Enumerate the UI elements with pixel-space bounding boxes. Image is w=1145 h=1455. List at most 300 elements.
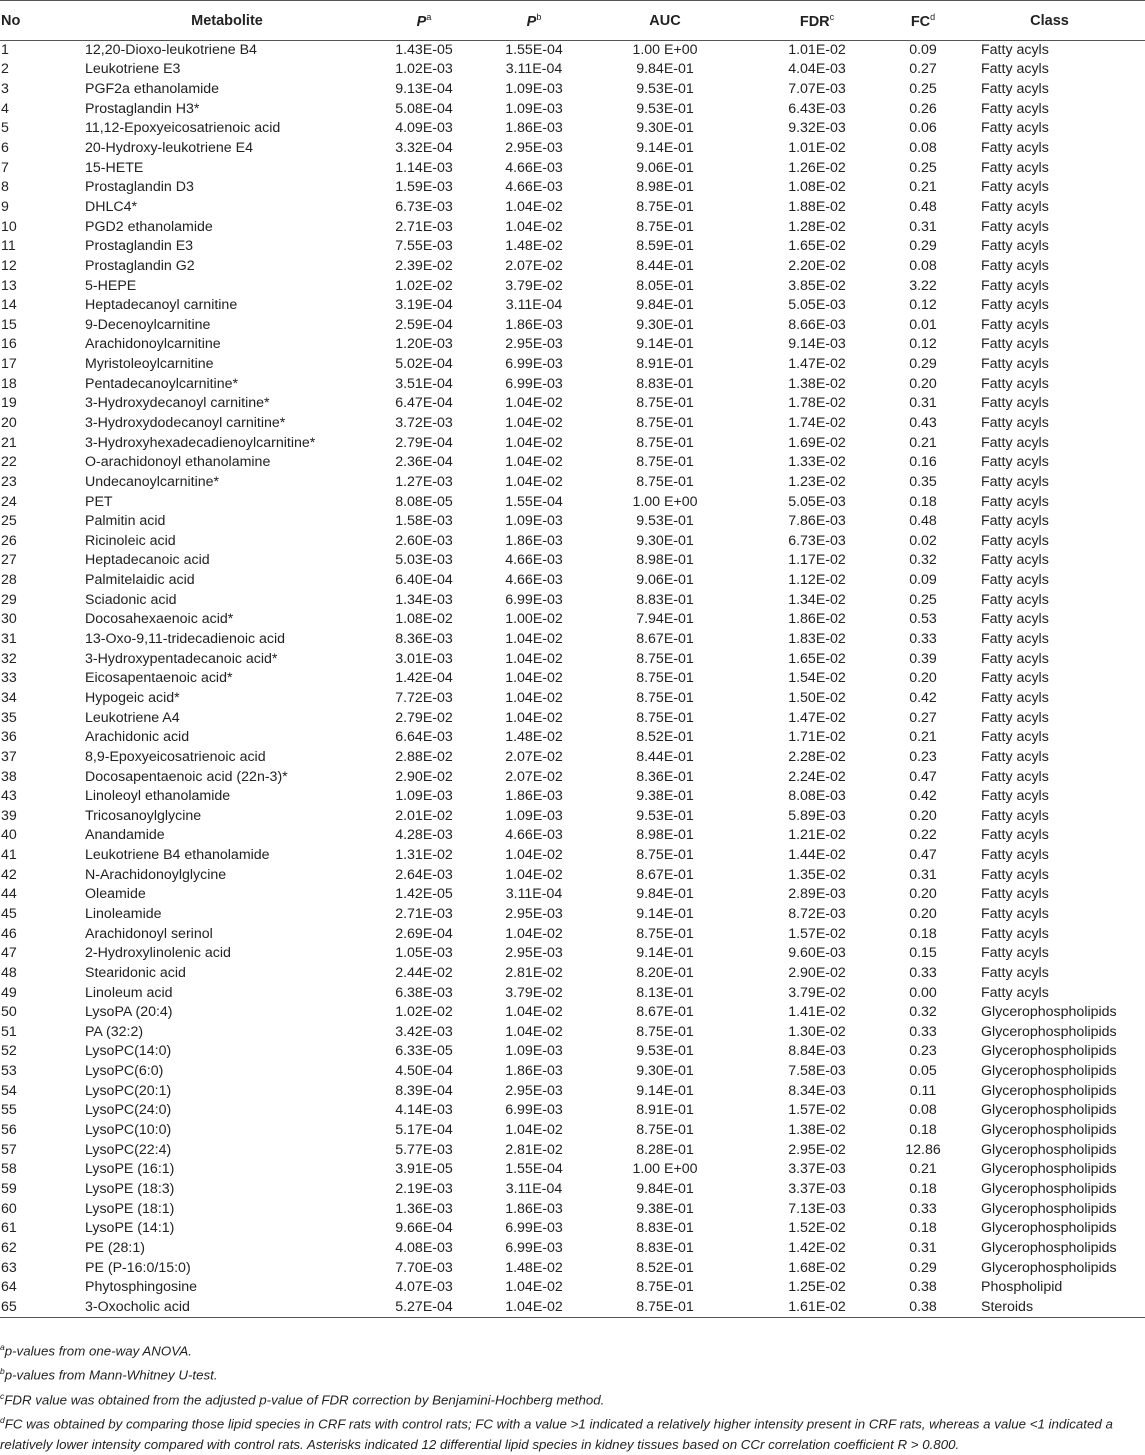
table-body [0,41,1145,1318]
cell-p-mannwhitney: 1.04E-02 [505,473,563,490]
cell-p-anova: 8.39E-04 [395,1082,453,1099]
cell-fdr: 2.20E-02 [788,257,846,274]
cell-no: 16 [1,336,17,353]
cell-class: Fatty acyls [981,906,1049,922]
cell-fdr: 7.07E-03 [788,81,846,98]
cell-auc: 1.00 E+00 [632,1161,698,1178]
cell-fc: 0.18 [909,1180,937,1197]
table-row [0,571,1145,591]
cell-metabolite: N-Arachidonoylglycine [85,866,227,883]
cell-p-mannwhitney: 1.04E-02 [505,925,563,942]
cell-class: Fatty acyls [981,140,1049,157]
cell-p-mannwhitney: 6.99E-03 [505,1102,563,1119]
cell-metabolite: Linoleamide [85,906,162,922]
table-row [0,649,1145,669]
cell-p-mannwhitney: 6.99E-03 [505,1220,563,1237]
cell-no: 50 [1,1004,17,1021]
cell-metabolite: LysoPC(22:4) [85,1141,172,1158]
cell-no: 12 [1,257,17,274]
cell-p-mannwhitney: 1.04E-02 [505,454,563,471]
cell-fdr: 1.83E-02 [788,631,846,648]
cell-p-mannwhitney: 1.86E-03 [505,788,563,805]
cell-auc: 8.75E-01 [636,218,694,235]
footnote-marker: d [0,1415,5,1426]
cell-p-anova: 5.08E-04 [395,100,453,117]
cell-no: 46 [1,925,17,942]
cell-fc: 0.25 [909,591,937,608]
table-row [0,787,1145,807]
table-row [0,158,1145,178]
cell-no: 5 [1,120,9,137]
cell-class: Fatty acyls [981,670,1049,687]
cell-p-anova: 2.01E-02 [395,807,453,824]
cell-class: Fatty acyls [981,591,1049,608]
cell-p-mannwhitney: 1.86E-03 [505,1200,563,1217]
cell-auc: 9.84E-01 [636,1180,694,1197]
cell-p-anova: 6.73E-03 [395,198,453,215]
cell-fdr: 1.71E-02 [788,729,846,746]
cell-p-mannwhitney: 6.99E-03 [505,375,563,392]
table-row [0,1062,1145,1082]
cell-fc: 0.32 [909,1004,937,1021]
cell-no: 10 [1,218,17,235]
cell-no: 9 [1,198,9,215]
cell-class: Fatty acyls [981,81,1049,98]
cell-fdr: 1.65E-02 [788,238,846,255]
cell-class: Fatty acyls [981,257,1049,274]
cell-auc: 8.75E-01 [636,434,694,451]
cell-no: 27 [1,552,17,569]
cell-no: 13 [1,277,17,294]
cell-fc: 0.21 [909,1161,937,1178]
cell-class: Glycerophospholipids [981,1180,1117,1197]
cell-class: Glycerophospholipids [981,1004,1117,1021]
cell-p-anova: 7.72E-03 [395,689,453,706]
cell-p-anova: 1.02E-02 [395,277,453,294]
cell-class: Fatty acyls [981,238,1049,255]
cell-metabolite: LysoPC(24:0) [85,1102,172,1119]
cell-class: Fatty acyls [981,532,1049,549]
header-fc-sup: d [930,11,936,22]
table-row [0,630,1145,650]
cell-metabolite: Hypogeic acid* [85,689,180,706]
cell-metabolite: Sciadonic acid [85,591,177,608]
cell-no: 18 [1,375,17,392]
cell-no: 38 [1,768,17,785]
cell-no: 31 [1,631,17,648]
footnotes [0,1337,1145,1455]
cell-no: 60 [1,1200,17,1217]
cell-auc: 9.30E-01 [636,1063,694,1080]
cell-metabolite: Tricosanoylglycine [85,807,202,824]
cell-p-anova: 8.08E-05 [395,493,453,510]
cell-no: 4 [1,100,9,117]
cell-class: Fatty acyls [981,866,1049,883]
cell-fc: 0.20 [909,670,937,687]
cell-p-anova: 3.91E-05 [395,1161,453,1178]
cell-fc: 0.38 [893,1298,953,1318]
cell-class: Fatty acyls [981,788,1049,805]
cell-auc: 9.06E-01 [636,572,694,589]
cell-fdr: 1.26E-02 [788,159,846,176]
cell-p-anova: 2.59E-04 [395,316,453,333]
cell-class: Fatty acyls [981,277,1049,294]
table-row [0,1023,1145,1043]
cell-fdr: 1.61E-02 [741,1298,893,1318]
cell-metabolite: Undecanoylcarnitine* [85,473,220,490]
cell-no: 20 [1,414,17,431]
cell-metabolite: Myristoleoylcarnitine [85,356,214,373]
cell-class: Fatty acyls [981,886,1049,903]
cell-p-anova: 4.07E-03 [395,1279,453,1296]
table-row [0,296,1145,316]
table-row [0,846,1145,866]
cell-no: 52 [1,1043,17,1060]
header-p-mannwhitney [479,1,589,41]
cell-p-mannwhitney: 1.04E-02 [505,1122,563,1139]
cell-metabolite: Docosahexaenoic acid* [85,611,234,628]
cell-no: 30 [1,611,17,628]
cell-auc: 1.00 E+00 [632,42,698,59]
table-row [0,1219,1145,1239]
cell-fdr: 8.08E-03 [788,788,846,805]
cell-metabolite: PE (P-16:0/15:0) [85,1259,191,1276]
header-pb-sup: b [536,11,542,22]
cell-fc: 0.18 [909,1122,937,1139]
cell-fdr: 1.12E-02 [788,572,846,589]
cell-p-anova: 2.19E-03 [395,1180,453,1197]
cell-class: Fatty acyls [981,493,1049,510]
cell-fc: 0.23 [909,748,937,765]
table-row [0,689,1145,709]
cell-metabolite: 13-Oxo-9,11-tridecadienoic acid [85,631,286,648]
cell-p-anova: 4.50E-04 [395,1063,453,1080]
cell-class: Fatty acyls [981,434,1049,451]
cell-class: Fatty acyls [981,650,1049,667]
cell-no: 41 [1,847,17,864]
cell-p-anova: 1.42E-05 [395,886,453,903]
header-p-anova [369,1,479,41]
cell-p-anova: 6.38E-03 [395,984,453,1001]
cell-no: 25 [1,513,17,530]
cell-p-anova: 2.71E-03 [395,906,453,922]
cell-fdr: 1.57E-02 [788,925,846,942]
table-row [0,708,1145,728]
cell-p-anova: 1.20E-03 [395,336,453,353]
cell-auc: 8.67E-01 [636,1004,694,1021]
cell-auc: 8.75E-01 [636,198,694,215]
cell-auc: 8.75E-01 [636,454,694,471]
cell-auc: 1.00 E+00 [632,493,698,510]
cell-metabolite: 3-Hydroxypentadecanoic acid* [85,650,278,667]
header-auc [589,1,741,41]
cell-auc: 8.44E-01 [636,257,694,274]
cell-class: Fatty acyls [981,807,1049,824]
table-row [0,237,1145,257]
cell-fdr: 1.47E-02 [788,709,846,726]
cell-class: Fatty acyls [981,179,1049,196]
cell-p-mannwhitney: 1.48E-02 [505,1259,563,1276]
cell-fdr: 3.37E-03 [788,1161,846,1178]
table-row [0,728,1145,748]
cell-fdr: 1.78E-02 [788,395,846,412]
cell-metabolite: Prostaglandin G2 [85,257,195,274]
cell-metabolite: 3-Hydroxydodecanoyl carnitine* [85,414,286,431]
cell-fc: 0.31 [909,1239,937,1256]
cell-metabolite: PET [85,493,113,510]
cell-p-mannwhitney: 3.79E-02 [505,984,563,1001]
cell-auc: 9.53E-01 [636,1043,694,1060]
cell-class: Fatty acyls [981,120,1049,137]
cell-auc: 8.52E-01 [636,729,694,746]
cell-fc: 0.18 [909,493,937,510]
cell-no: 7 [1,159,9,176]
cell-p-mannwhitney: 2.07E-02 [505,748,563,765]
cell-no: 51 [1,1023,17,1040]
cell-no: 45 [1,906,17,922]
cell-class: Fatty acyls [981,61,1049,78]
cell-fc: 0.26 [909,100,937,117]
footnote [0,1361,1145,1385]
cell-metabolite: PGD2 ethanolamide [85,218,213,235]
cell-fdr: 1.25E-02 [788,1279,846,1296]
cell-p-mannwhitney: 1.48E-02 [505,729,563,746]
cell-class: Fatty acyls [981,729,1049,746]
cell-class: Fatty acyls [981,748,1049,765]
cell-auc: 9.30E-01 [636,316,694,333]
cell-class: Fatty acyls [981,198,1049,215]
cell-p-mannwhitney: 3.11E-04 [505,297,563,314]
cell-no: 44 [1,886,17,903]
cell-fc: 0.42 [909,689,937,706]
cell-metabolite: Prostaglandin D3 [85,179,194,196]
cell-class: Fatty acyls [981,552,1049,569]
cell-p-mannwhitney: 1.55E-04 [505,1161,563,1178]
cell-class: Fatty acyls [981,964,1049,981]
cell-auc: 8.75E-01 [636,395,694,412]
table-row [0,905,1145,925]
cell-auc: 9.53E-01 [636,100,694,117]
cell-metabolite: Arachidonoylcarnitine [85,336,221,353]
cell-fdr: 8.84E-03 [788,1043,846,1060]
cell-p-anova: 1.42E-04 [395,670,453,687]
cell-fc: 0.22 [909,827,937,844]
cell-p-mannwhitney: 2.95E-03 [505,945,563,962]
cell-p-mannwhitney: 4.66E-03 [505,179,563,196]
cell-no: 1 [1,42,9,59]
cell-metabolite: Prostaglandin E3 [85,238,194,255]
cell-p-anova: 5.27E-04 [369,1298,479,1318]
cell-no: 61 [1,1220,17,1237]
cell-class: Glycerophospholipids [981,1043,1117,1060]
cell-fc: 0.08 [909,1102,937,1119]
cell-fdr: 8.34E-03 [788,1082,846,1099]
cell-fdr: 2.24E-02 [788,768,846,785]
cell-no: 33 [1,670,17,687]
cell-p-anova: 6.47E-04 [395,395,453,412]
header-auc-label: AUC [649,12,681,29]
cell-p-anova: 6.64E-03 [395,729,453,746]
cell-p-anova: 2.64E-03 [395,866,453,883]
cell-fdr: 6.43E-03 [788,100,846,117]
cell-fdr: 1.57E-02 [788,1102,846,1119]
cell-auc: 8.83E-01 [636,375,694,392]
footnote-text: FC was obtained by comparing those lipid species in CRF rats with control rats; FC with a value >1 indicated a relatively higher intensity present in CRF rats, whereas a value <1 indicated a relatively lower intensity compared with control rats. Asterisks indicated 12 differential lipid species in kidney tissues based on CCr correlation coefficient R > 0.800. [0,1416,1113,1452]
cell-fc: 0.08 [909,257,937,274]
cell-fdr: 9.60E-03 [788,945,846,962]
cell-p-anova: 5.02E-04 [395,356,453,373]
cell-metabolite: Palmitelaidic acid [85,572,195,589]
cell-metabolite: Anandamide [85,827,165,844]
cell-auc: 9.14E-01 [636,945,694,962]
cell-no: 6 [1,140,9,157]
cell-fdr: 1.52E-02 [788,1220,846,1237]
table-row [0,41,1145,61]
cell-metabolite: 2-Hydroxylinolenic acid [85,945,231,962]
cell-p-anova: 2.39E-02 [395,257,453,274]
cell-p-anova: 2.90E-02 [395,768,453,785]
cell-p-anova: 2.44E-02 [395,964,453,981]
header-fdr [741,1,893,41]
cell-metabolite: Oleamide [85,886,146,903]
header-no [0,1,85,41]
cell-no: 29 [1,591,17,608]
cell-auc: 9.84E-01 [636,61,694,78]
cell-fdr: 1.30E-02 [788,1023,846,1040]
cell-p-mannwhitney: 6.99E-03 [505,591,563,608]
cell-p-mannwhitney: 1.09E-03 [505,100,563,117]
cell-p-anova: 9.66E-04 [395,1220,453,1237]
table-row [0,1121,1145,1141]
cell-fdr: 1.38E-02 [788,375,846,392]
cell-class: Fatty acyls [981,611,1049,628]
cell-auc: 8.83E-01 [636,591,694,608]
cell-class: Fatty acyls [981,100,1049,117]
cell-fdr: 1.47E-02 [788,356,846,373]
cell-auc: 8.98E-01 [636,827,694,844]
cell-no: 55 [1,1102,17,1119]
header-pa-sup: a [426,11,432,22]
cell-fdr: 3.37E-03 [788,1180,846,1197]
cell-p-mannwhitney: 2.95E-03 [505,336,563,353]
cell-class: Glycerophospholipids [981,1122,1117,1139]
cell-metabolite: O-arachidonoyl ethanolamine [85,454,271,471]
cell-fc: 3.22 [909,277,937,294]
cell-fc: 0.39 [909,650,937,667]
cell-fc: 0.20 [909,807,937,824]
cell-fdr: 1.65E-02 [788,650,846,667]
cell-fdr: 6.73E-03 [788,532,846,549]
cell-auc: 8.44E-01 [636,748,694,765]
footnote-marker: b [0,1366,5,1377]
cell-class: Fatty acyls [981,925,1049,942]
cell-auc: 8.28E-01 [636,1141,694,1158]
cell-auc: 8.98E-01 [636,179,694,196]
table-row [0,669,1145,689]
cell-no: 42 [1,866,17,883]
cell-fdr: 8.66E-03 [788,316,846,333]
cell-fc: 0.27 [909,61,937,78]
cell-p-anova: 5.77E-03 [395,1141,453,1158]
cell-fdr: 1.08E-02 [788,179,846,196]
cell-no: 15 [1,316,17,333]
cell-fc: 0.00 [909,984,937,1001]
cell-fc: 0.48 [909,513,937,530]
cell-fc: 0.21 [909,434,937,451]
table-row [0,198,1145,218]
footnote-text: p-values from one-way ANOVA. [4,1343,192,1359]
cell-p-anova: 1.02E-03 [395,61,453,78]
cell-p-anova: 2.79E-02 [395,709,453,726]
cell-p-anova: 1.59E-03 [395,179,453,196]
cell-no: 35 [1,709,17,726]
cell-p-anova: 3.72E-03 [395,414,453,431]
cell-fdr: 8.72E-03 [788,906,846,922]
cell-p-anova: 4.09E-03 [395,120,453,137]
cell-fc: 0.05 [909,1063,937,1080]
cell-class: Fatty acyls [981,768,1049,785]
cell-fdr: 2.28E-02 [788,748,846,765]
cell-fdr: 1.01E-02 [788,140,846,157]
cell-p-mannwhitney: 2.81E-02 [505,1141,563,1158]
cell-metabolite: 20-Hydroxy-leukotriene E4 [85,140,253,157]
cell-fc: 0.18 [909,1220,937,1237]
cell-p-mannwhitney: 1.48E-02 [505,238,563,255]
cell-metabolite: Eicosapentaenoic acid* [85,670,233,687]
cell-class: Fatty acyls [981,316,1049,333]
cell-class: Fatty acyls [981,356,1049,373]
cell-p-mannwhitney: 4.66E-03 [505,572,563,589]
table-row [0,257,1145,277]
cell-metabolite: LysoPE (18:1) [85,1200,175,1217]
cell-class: Glycerophospholipids [981,1200,1117,1217]
cell-p-anova: 7.55E-03 [395,238,453,255]
table-row [0,178,1145,198]
cell-metabolite: LysoPE (16:1) [85,1161,175,1178]
table-row [0,394,1145,414]
cell-auc: 8.75E-01 [636,650,694,667]
cell-no: 62 [1,1239,17,1256]
cell-metabolite: LysoPE (14:1) [85,1220,175,1237]
cell-metabolite: Heptadecanoic acid [85,552,210,569]
cell-fdr: 1.42E-02 [788,1239,846,1256]
cell-p-anova: 9.13E-04 [395,81,453,98]
cell-class: Fatty acyls [981,297,1049,314]
table-header [0,1,1145,41]
cell-p-mannwhitney: 1.04E-02 [505,218,563,235]
cell-metabolite: PE (28:1) [85,1239,145,1256]
cell-fc: 0.42 [909,788,937,805]
cell-auc: 8.67E-01 [636,631,694,648]
footnote-marker: c [0,1390,5,1401]
cell-fdr: 5.05E-03 [788,493,846,510]
cell-fdr: 1.01E-02 [788,42,846,59]
cell-fdr: 4.04E-03 [788,61,846,78]
cell-auc: 8.75E-01 [589,1298,741,1318]
cell-p-mannwhitney: 1.86E-03 [505,316,563,333]
cell-auc: 8.05E-01 [636,277,694,294]
cell-no: 58 [1,1161,17,1178]
table-row [0,1180,1145,1200]
table-row [0,512,1145,532]
cell-no: 28 [1,572,17,589]
cell-p-mannwhitney: 3.79E-02 [505,277,563,294]
cell-auc: 8.20E-01 [636,964,694,981]
cell-auc: 8.75E-01 [636,414,694,431]
table-row [0,1042,1145,1062]
cell-no: 39 [1,807,17,824]
header-no-label: No [1,12,21,29]
